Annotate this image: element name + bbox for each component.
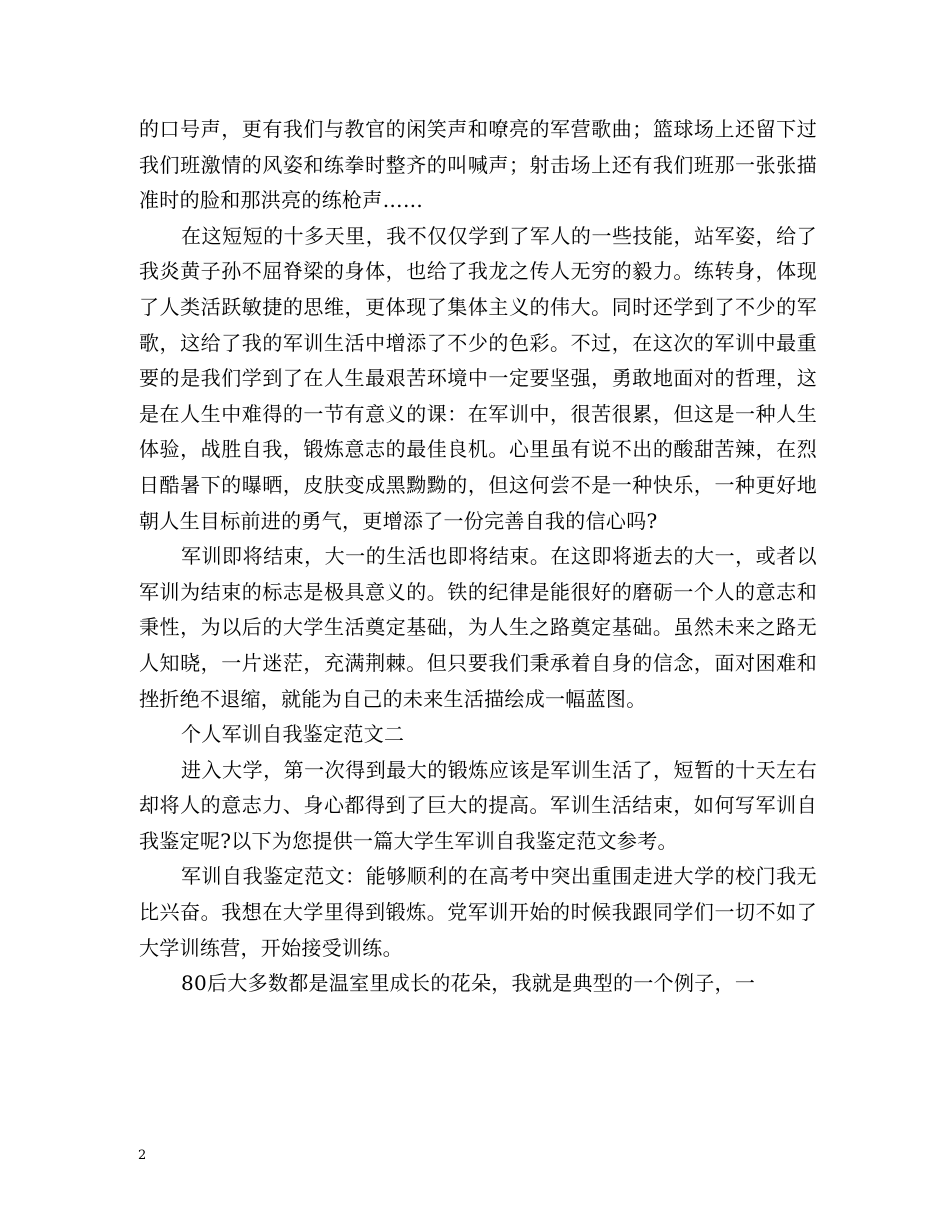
page-number: 2 — [138, 1148, 147, 1163]
section-heading: 个人军训自我鉴定范文二 — [181, 722, 405, 747]
paragraph-6: 80后大多数都是温室里成长的花朵，我就是典型的一个例子，一 — [181, 971, 756, 996]
paragraph-3: 军训即将结束，大一的生活也即将结束。在这即将逝去的大一，或者以军训为结束的标志是极具意义的。铁的纪律是能很好的磨砺一个人的意志和秉性，为以后的大学生活奠定基础，为人生之路奠定基础。虽然未来之路无人知晓，一片迷茫，充满荆棘。但只要我们秉承着自身的信念，面对困难和挫折绝不退缩，就能为自己的未来生活描绘成一幅蓝图。 — [139, 544, 817, 711]
body-text — [139, 112, 817, 1002]
paragraph-2: 在这短短的十多天里，我不仅仅学到了军人的一些技能，站军姿，给了我炎黄子孙不屈脊梁的身体，也给了我龙之传人无穷的毅力。练转身，体现了人类活跃敏捷的思维，更体现了集体主义的伟大。同时还学到了不少的军歌，这给了我的军训生活中增添了不少的色彩。不过，在这次的军训中最重要的是我们学到了在人生最艰苦环境中一定要坚强，勇敢地面对的哲理，这是在人生中难得的一节有意义的课：在军训中，很苦很累，但这是一种人生体验，战胜自我，锻炼意志的最佳良机。心里虽有说不出的酸甜苦辣，在烈日酷暑下的曝晒，皮肤变成黑黝黝的，但这何尝不是一种快乐，一种更好地朝人生目标前进的勇气，更增添了一份完善自我的信心吗? — [139, 223, 817, 533]
paragraph-1: 的口号声，更有我们与教官的闲笑声和嘹亮的军营歌曲；篮球场上还留下过我们班激情的风姿和练拳时整齐的叫喊声；射击场上还有我们班那一张张描准时的脸和那洪亮的练枪声…… — [139, 117, 817, 213]
paragraph-4: 进入大学，第一次得到最大的锻炼应该是军训生活了，短暂的十天左右却将人的意志力、身心都得到了巨大的提高。军训生活结束，如何写军训自我鉴定呢?以下为您提供一篇大学生军训自我鉴定范文参考。 — [139, 757, 817, 853]
paragraph-5: 军训自我鉴定范文：能够顺利的在高考中突出重围走进大学的校门我无比兴奋。我想在大学里得到锻炼。党军训开始的时候我跟同学们一切不如了大学训练营，开始接受训练。 — [139, 864, 817, 960]
